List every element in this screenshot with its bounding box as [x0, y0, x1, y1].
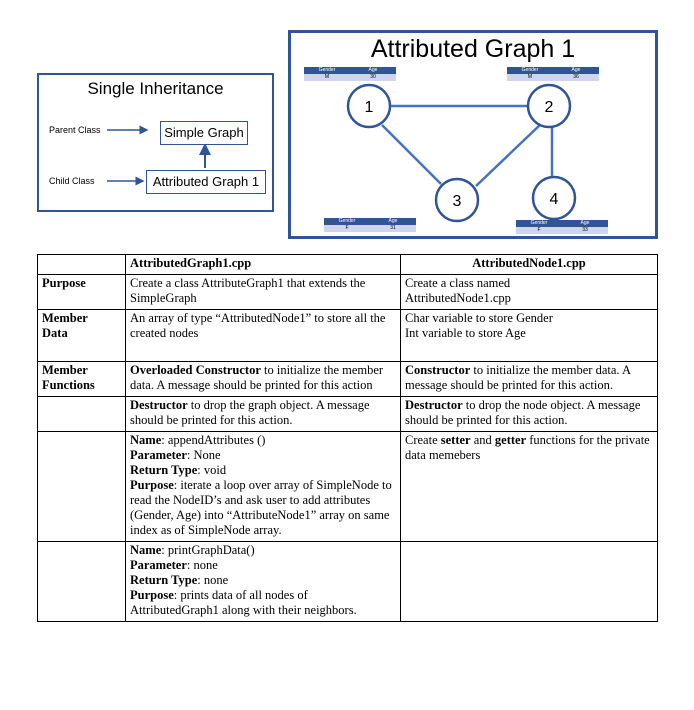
child-class-label: Child Class	[49, 176, 95, 186]
append-graph: Name: appendAttributes () Parameter: None Return Type: void Purpose: iterate a loop over array of SimpleNode to read the NodeID’s and ask user to add attributes (Gender, Age) into “AttributeNode1” array on same index as of SimpleNode array.	[126, 432, 401, 542]
dtor-graph: Destructor to drop the graph object. A message should be printed for this action.	[126, 397, 401, 432]
print-empty	[38, 542, 126, 622]
node3-attr-table: Gender Age F 31	[324, 218, 416, 232]
inheritance-title: Single Inheritance	[87, 79, 224, 98]
simple-graph-box: Simple Graph	[160, 121, 248, 145]
print-graph: Name: printGraphData() Parameter: none Return Type: none Purpose: prints data of all nodes of AttributedGraph1 along with their neighbors.	[126, 542, 401, 622]
table-row-purpose	[38, 275, 658, 310]
node-1	[348, 85, 390, 127]
destructor-empty	[38, 397, 126, 432]
ctor-graph: Overloaded Constructor to initialize the member data. A message should be printed for this action	[126, 362, 401, 397]
node-2	[528, 85, 570, 127]
attributed-graph-box: Attributed Graph 1	[146, 170, 266, 194]
header-empty	[38, 255, 126, 275]
table-row-append	[38, 432, 658, 542]
table-row-print	[38, 542, 658, 622]
dtor-node: Destructor to drop the node object. A message should be printed for this action.	[401, 397, 658, 432]
node1-attr-table: Gender Age M 30	[304, 67, 396, 81]
graph-title: Attributed Graph 1	[370, 35, 576, 63]
print-node-empty	[401, 542, 658, 622]
header-node-cpp: AttributedNode1.cpp	[401, 255, 658, 275]
table-row-constructor	[38, 362, 658, 397]
row-label-purpose: Purpose	[38, 275, 126, 310]
table-row-member-data	[38, 310, 658, 362]
member-data-graph: An array of type “AttributedNode1” to store all the created nodes	[126, 310, 401, 362]
append-empty	[38, 432, 126, 542]
table-header-row	[38, 255, 658, 275]
edge-1-3	[382, 125, 441, 184]
header-graph-cpp: AttributedGraph1.cpp	[126, 255, 401, 275]
inheritance-diagram	[37, 73, 274, 212]
member-data-node: Char variable to store Gender Int variable to store Age	[401, 310, 658, 362]
node-1-label: 1	[364, 99, 374, 116]
node-2-label: 2	[544, 99, 554, 116]
attributed-graph-diagram	[288, 30, 658, 239]
node-3-label: 3	[452, 193, 462, 210]
append-node: Create setter and getter functions for the private data memebers	[401, 432, 658, 542]
graph-edges	[291, 33, 655, 236]
edge-2-3	[476, 123, 542, 186]
node-4-label: 4	[549, 191, 559, 208]
spec-table	[37, 254, 658, 622]
parent-class-label: Parent Class	[49, 125, 101, 135]
table-row-destructor	[38, 397, 658, 432]
ctor-node: Constructor to initialize the member data. A message should be printed for this action.	[401, 362, 658, 397]
row-label-member-functions: Member Functions	[38, 362, 126, 397]
purpose-graph: Create a class AttributeGraph1 that extends the SimpleGraph	[126, 275, 401, 310]
node2-attr-table: Gender Age M 36	[507, 67, 599, 81]
node4-attr-table: Gender Age F 33	[516, 220, 608, 234]
node-4	[533, 177, 575, 219]
purpose-node: Create a class named AttributedNode1.cpp	[401, 275, 658, 310]
node-3	[436, 179, 478, 221]
row-label-member-data: Member Data	[38, 310, 126, 362]
